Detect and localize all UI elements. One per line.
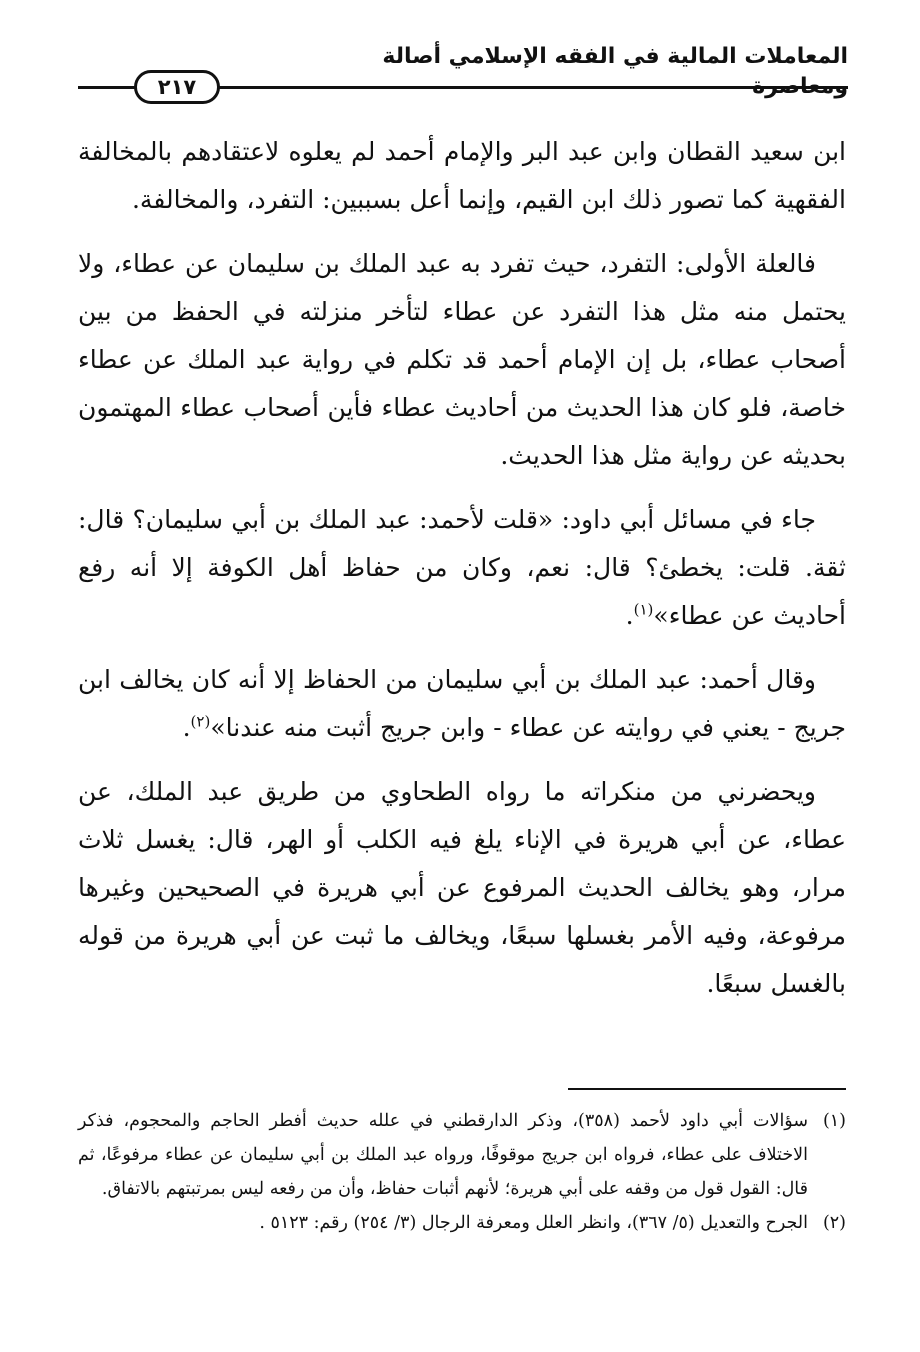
paragraph-5 [78, 768, 846, 1008]
footnote-2 [78, 1206, 846, 1240]
footnote-text: سؤالات أبي داود لأحمد (٣٥٨)، وذكر الدارقطني في علله حديث أفطر الحاجم والمحجوم، فذكر الاختلاف على عطاء، فرواه ابن جريج موقوفًا، ورواه عبد الملك بن أبي سليمان عن عطاء مرفوعًا، ثم قال: القول قول من وقفه على أبي هريرة؛ لأنهم أثبات حفاظ، وأن من رفعه ليس بمرتبتهم بالاتفاق. [78, 1111, 809, 1199]
main-text [78, 128, 846, 1024]
footnote-number: (١) [822, 1111, 846, 1131]
paragraph-text: فالعلة الأولى: التفرد، حيث تفرد به عبد الملك بن سليمان عن عطاء، ولا يحتمل منه مثل هذا التفرد عن عطاء لتأخر منزلته في الحفظ من بين أصحاب عطاء، بل إن الإمام أحمد قد تكلم في رواية عبد الملك عن عطاء خاصة، فلو كان هذا الحديث من أحاديث عطاء فأين أصحاب عطاء المهتمون بحديثه عن رواية مثل هذا الحديث. [78, 249, 846, 470]
paragraph-tail: . [625, 601, 634, 630]
paragraph-2 [78, 240, 846, 480]
paragraph-3 [78, 496, 846, 640]
footnote-separator [568, 1088, 846, 1090]
running-header-title: المعاملات المالية في الفقه الإسلامي أصالة ومعاصرة [382, 44, 848, 99]
footnote-1 [78, 1104, 846, 1206]
paragraph-text: ابن سعيد القطان وابن عبد البر والإمام أحمد لم يعلوه لاعتقادهم بالمخالفة الفقهية كما تصور ذلك ابن القيم، وإنما أعل بسببين: التفرد، والمخالفة. [78, 137, 847, 214]
header-rule [218, 86, 848, 89]
footnotes [78, 1104, 846, 1240]
paragraph-4 [78, 656, 846, 752]
footnote-ref-1[interactable]: (١) [633, 600, 654, 619]
page-number: ٢١٧ [134, 70, 220, 104]
footnote-text: الجرح والتعديل (٥/ ٣٦٧)، وانظر العلل ومعرفة الرجال (٣/ ٢٥٤) رقم: ٥١٢٣ . [259, 1213, 808, 1233]
paragraph-text: جاء في مسائل أبي داود: «قلت لأحمد: عبد الملك بن أبي سليمان؟ قال: ثقة. قلت: يخطئ؟ قال: نعم، وكان من حفاظ أهل الكوفة إلا أنه رفع أحاديث عن عطاء» [78, 505, 846, 630]
footnote-number: (٢) [822, 1213, 846, 1233]
paragraph-tail: . [182, 713, 191, 742]
paragraph-text: ويحضرني من منكراته ما رواه الطحاوي من طريق عبد الملك، عن عطاء، عن أبي هريرة في الإناء يلغ فيه الكلب أو الهر، قال: يغسل ثلاث مرار، وهو يخالف الحديث المرفوع عن أبي هريرة في الصحيحين وغيرها مرفوعة، وفيه الأمر بغسلها سبعًا، ويخالف ما ثبت عن أبي هريرة من قوله بالغسل سبعًا. [78, 777, 846, 998]
header-rule-left [78, 86, 136, 89]
footnote-ref-2[interactable]: (٢) [190, 712, 211, 731]
paragraph-text: وقال أحمد: عبد الملك بن أبي سليمان من الحفاظ إلا أنه كان يخالف ابن جريج - يعني في روايته عن عطاء - وابن جريج أثبت منه عندنا» [78, 665, 846, 742]
paragraph-1 [78, 128, 846, 224]
